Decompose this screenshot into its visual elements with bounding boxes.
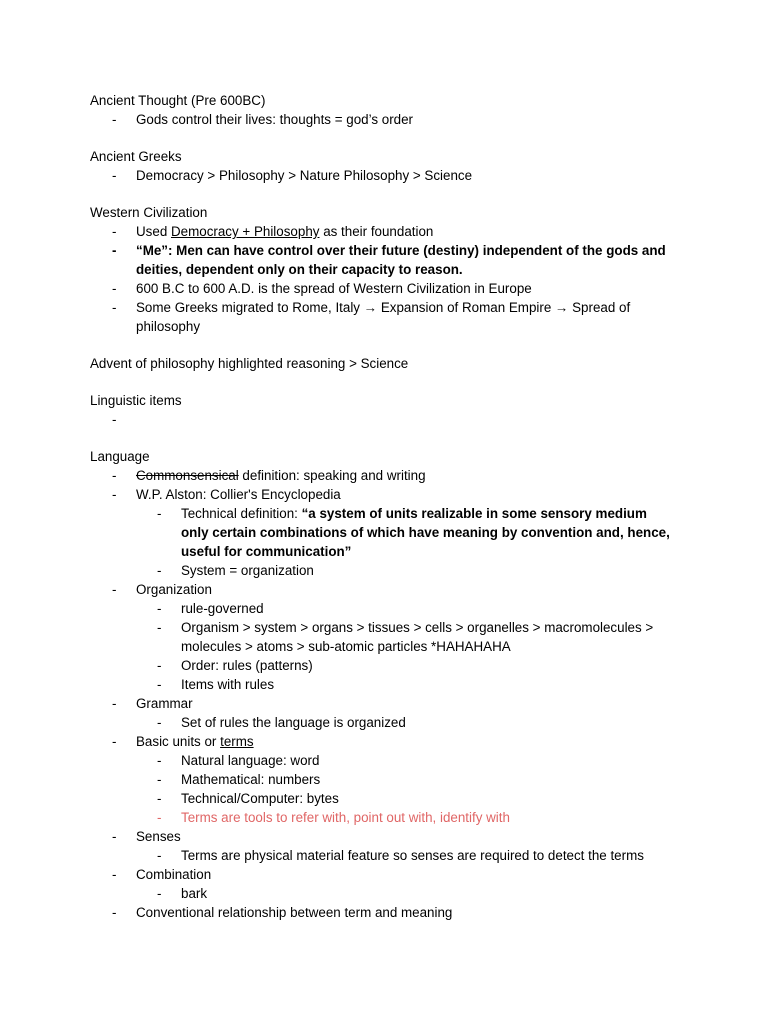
heading-western-civilization: Western Civilization [90, 205, 208, 220]
bullet-dash: - [157, 753, 162, 768]
list-item: - Used Democracy + Philosophy as their foundation [112, 224, 434, 239]
list-item: - Organization [112, 582, 212, 597]
bullet-dash: - [157, 886, 162, 901]
bullet-dash: - [112, 487, 117, 502]
bullet-dash: - [112, 224, 117, 239]
bullet-dash: - [112, 168, 117, 183]
sub-list-item: - bark [157, 886, 208, 901]
sub-list-item: - Order: rules (patterns) [157, 658, 313, 673]
bullet-dash: - [157, 810, 162, 825]
bullet-dash: - [157, 772, 162, 787]
bullet-dash: - [112, 300, 117, 315]
bullet-dash: - [112, 829, 117, 844]
heading-linguistic-items: Linguistic items [90, 393, 182, 408]
bullet-dash: - [157, 715, 162, 730]
list-item: - Some Greeks migrated to Rome, Italy → Expansion of Roman Empire → Spread of philosophy [112, 300, 631, 334]
heading-language: Language [90, 449, 150, 464]
bullet-dash: - [112, 412, 117, 427]
underlined-text: Democracy + Philosophy [170, 224, 320, 239]
bullet-dash: - [112, 696, 117, 711]
underlined-text: terms [220, 734, 254, 749]
bullet-dash: - [157, 601, 162, 616]
list-item: - “Me”: Men can have control over their future (destiny) independent of the gods and deities, dependent only on their capacity to reason. [112, 243, 666, 277]
sub-list-item: - Terms are physical material feature so senses are required to detect the terms [157, 848, 644, 863]
bullet-dash: - [157, 791, 162, 806]
bullet-dash: - [112, 112, 117, 127]
bullet-dash: - [157, 620, 162, 635]
strikethrough-text: Commonsensical [136, 468, 239, 483]
list-item: - Basic units or terms [112, 734, 254, 749]
bullet-dash: - [157, 677, 162, 692]
heading-advent: Advent of philosophy highlighted reasoning > Science [90, 356, 409, 371]
sub-list-item: - Technical definition: “a system of units realizable in some sensory medium only certain combinations of which have meaning by convention and, hence, useful for communication” [157, 506, 670, 559]
bullet-dash: - [112, 281, 117, 296]
list-item: - Gods control their lives: thoughts = god’s order [112, 112, 414, 127]
sub-list-item: - Mathematical: numbers [157, 772, 321, 787]
sub-list-item: - Items with rules [157, 677, 275, 692]
sub-list-item: - System = organization [157, 563, 314, 578]
heading-ancient-greeks: Ancient Greeks [90, 149, 182, 164]
sub-list-item: - Natural language: word [157, 753, 320, 768]
bullet-dash: - [112, 867, 117, 882]
list-item: - Senses [112, 829, 181, 844]
list-item: - Commonsensical definition: speaking and writing [112, 468, 426, 483]
bullet-dash: - [112, 582, 117, 597]
list-item: - Combination [112, 867, 212, 882]
bullet-dash: - [112, 243, 117, 258]
list-item: - Conventional relationship between term and meaning [112, 905, 453, 920]
sub-list-item-red-note: - Terms are tools to refer with, point out with, identify with [157, 810, 510, 825]
list-item-empty [112, 410, 768, 429]
sub-list-item: - rule-governed [157, 601, 264, 616]
bullet-dash: - [157, 506, 162, 521]
sub-list-item: - Organism > system > organs > tissues > cells > organelles > macromolecules > molecules > atoms > sub-atomic particles *HAHAHAHA [157, 620, 654, 654]
list-item: - Grammar [112, 696, 193, 711]
list-item: - 600 B.C to 600 A.D. is the spread of Western Civilization in Europe [112, 281, 532, 296]
sub-list-item: - Technical/Computer: bytes [157, 791, 339, 806]
bullet-dash: - [112, 468, 117, 483]
sub-list-item: - Set of rules the language is organized [157, 715, 406, 730]
bullet-dash: - [157, 563, 162, 578]
bullet-dash: - [157, 658, 162, 673]
bullet-dash: - [157, 848, 162, 863]
heading-ancient-thought: Ancient Thought (Pre 600BC) [90, 93, 266, 108]
list-item: - Democracy > Philosophy > Nature Philosophy > Science [112, 168, 473, 183]
bullet-dash: - [112, 734, 117, 749]
bullet-dash: - [112, 905, 117, 920]
list-item: - W.P. Alston: Collier's Encyclopedia [112, 487, 341, 502]
